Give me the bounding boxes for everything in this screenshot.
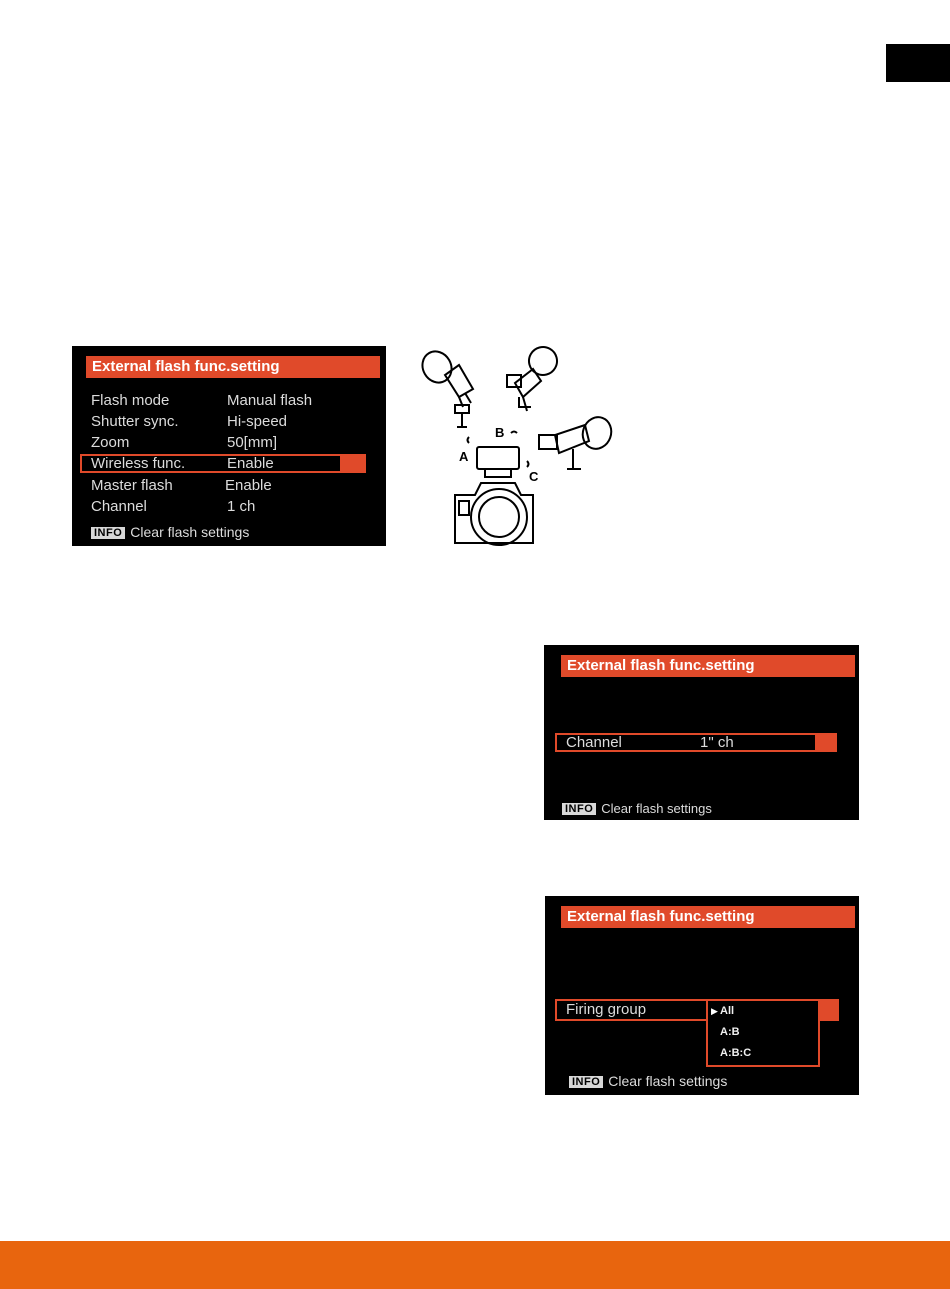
row-value: Enable [227,455,274,472]
row-label: Channel [566,734,622,751]
signal-icon [527,461,529,467]
row-value: Manual flash [227,392,313,409]
row-value: 50[mm] [227,434,278,451]
screen-title: External flash func.setting [561,906,855,928]
selection-highlight-tail [817,999,839,1021]
flash-unit-b-icon [507,345,562,411]
flash-settings-screen-main [72,346,386,546]
selection-highlight-tail [817,733,837,752]
screen-title: External flash func.setting [561,655,855,677]
signal-icon [511,432,517,434]
info-button-badge: INFO [91,527,125,539]
row-value: Enable [225,477,272,494]
clear-settings-hint [569,1073,727,1089]
flash-unit-a-icon [417,346,473,427]
selected-caret-icon: ▶ [711,1006,718,1016]
row-label: Channel [91,498,147,515]
signal-icon [468,437,470,443]
row-value: 1 ch [227,498,256,515]
info-button-badge: INFO [562,803,596,815]
clear-settings-hint [562,801,712,816]
dropdown-option-a-b[interactable]: A:B [720,1026,740,1038]
label-c: C [529,469,539,484]
clear-settings-hint [91,524,249,540]
row-label: Firing group [566,1001,647,1018]
wireless-flash-diagram [415,345,615,550]
screen-title: External flash func.setting [86,356,380,378]
clear-settings-text: Clear flash settings [601,801,712,816]
row-label: Flash mode [91,392,170,409]
flash-unit-c-icon [539,413,615,469]
clear-settings-text: Clear flash settings [130,524,250,540]
row-label: Master flash [91,477,173,494]
flash-settings-screen-firing-group [545,896,859,1095]
page-footer-bar [0,1241,950,1289]
page-corner-tab [886,44,950,82]
camera-icon [455,483,533,545]
row-value: Hi-speed [227,413,288,430]
row-label: Zoom [91,434,130,451]
row-label: Wireless func. [91,455,186,472]
selection-highlight-tail [342,454,366,473]
row-value: 1" ch [700,734,734,751]
dropdown-option-all[interactable]: All [720,1005,735,1017]
dropdown-option-a-b-c[interactable]: A:B:C [720,1047,752,1059]
info-button-badge: INFO [569,1076,603,1088]
firing-group-dropdown[interactable] [706,999,820,1067]
label-a: A [459,449,469,464]
flash-settings-screen-channel [544,645,859,820]
label-b: B [495,425,505,440]
clear-settings-text: Clear flash settings [608,1073,728,1089]
master-flash-icon [477,447,519,477]
row-label: Shutter sync. [91,413,179,430]
